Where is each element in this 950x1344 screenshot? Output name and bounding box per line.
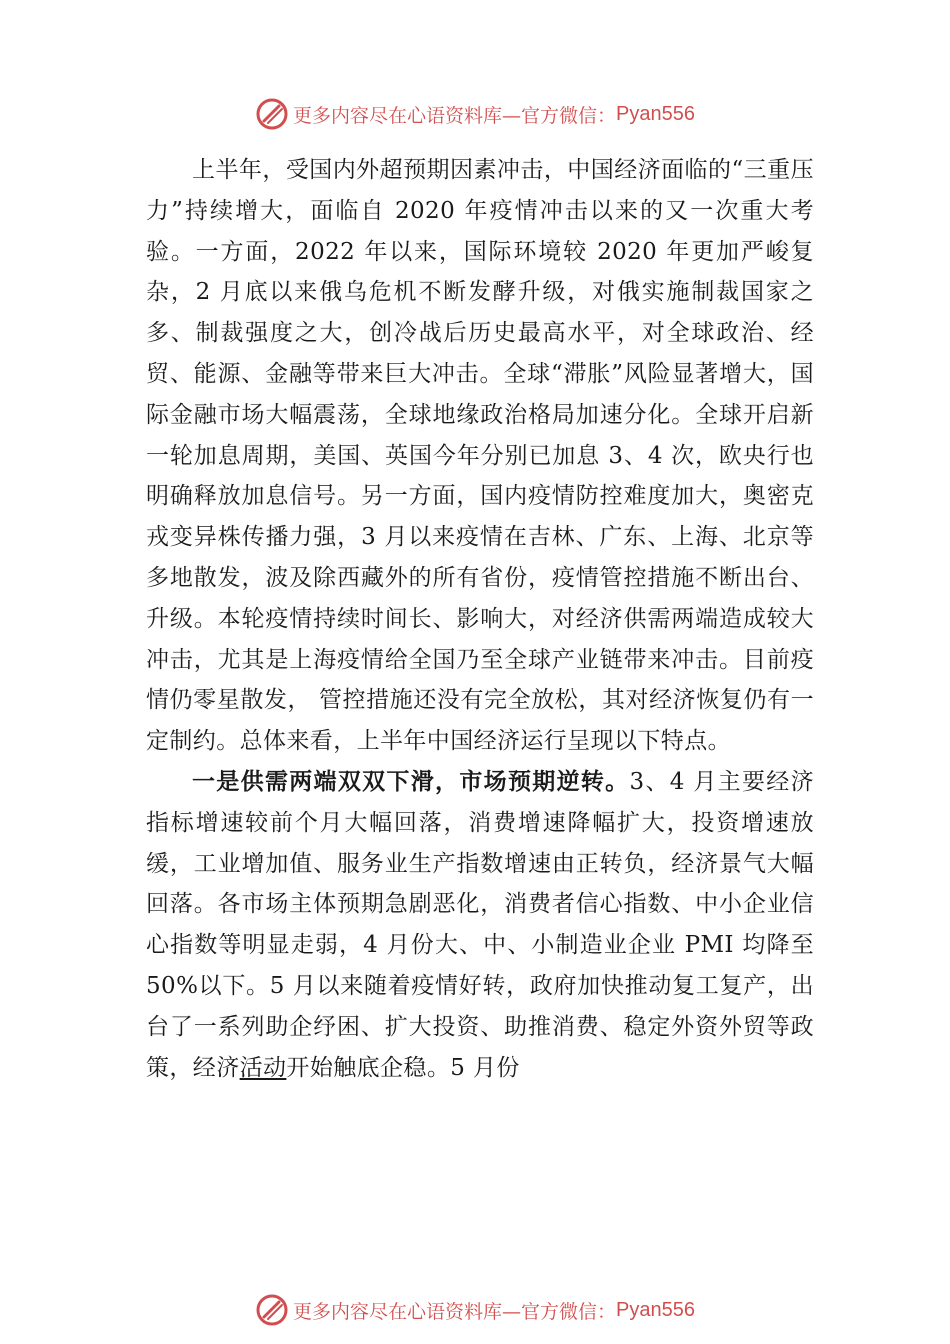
underlined-word: 活动 xyxy=(239,1054,287,1081)
logo-icon xyxy=(255,1293,289,1327)
logo-icon xyxy=(255,97,289,131)
paragraph-2-text-b: 开始触底企稳。5 月份 xyxy=(286,1054,520,1081)
watermark-id: Pyan556 xyxy=(616,102,695,125)
watermark-text: 更多内容尽在心语资料库—官方微信： xyxy=(293,1300,617,1323)
watermark-top xyxy=(0,94,950,134)
watermark-text: 更多内容尽在心语资料库—官方微信： xyxy=(293,104,617,127)
paragraph-2-text-a: 3、4 月主要经济指标增速较前个月大幅回落，消费增速降幅扩大，投资增速放缓，工业增加值、服务业生产指数增速由正转负，经济景气大幅回落。各市场主体预期急剧恶化，消费者信心指数、中小企业信心指数等明显走弱，4 月份大、中、小制造业企业 PMI 均降至 50%以下。5 月以来随着疫情好转，政府加快推动复工复产，出台了一系列助企纾困、扩大投资、助推消费、稳定外资外贸等政策，经济 xyxy=(146,768,814,1081)
watermark-id: Pyan556 xyxy=(616,1298,695,1321)
paragraph-2 xyxy=(146,762,814,1088)
paragraph-2-lead: 一是供需两端双双下滑，市场预期逆转。 xyxy=(192,767,630,795)
watermark-bottom xyxy=(0,1290,950,1330)
document-body xyxy=(146,150,814,1088)
paragraph-1: 上半年，受国内外超预期因素冲击，中国经济面临的“三重压力”持续增大，面临自 2020 年疫情冲击以来的又一次重大考验。一方面，2022 年以来，国际环境较 2020 年更加严峻复杂，2 月底以来俄乌危机不断发酵升级，对俄实施制裁国家之多、制裁强度之大，创冷战后历史最高水平，对全球政治、经贸、能源、金融等带来巨大冲击。全球“滞胀”风险显著增大，国际金融市场大幅震荡，全球地缘政治格局加速分化。全球开启新一轮加息周期，美国、英国今年分别已加息 3、4 次，欧央行也明确释放加息信号。另一方面，国内疫情防控难度加大，奥密克戎变异株传播力强，3 月以来疫情在吉林、广东、上海、北京等多地散发，波及除西藏外的所有省份，疫情管控措施不断出台、升级。本轮疫情持续时间长、影响大，对经济供需两端造成较大冲击，尤其是上海疫情给全国乃至全球产业链带来冲击。目前疫情仍零星散发， 管控措施还没有完全放松，其对经济恢复仍有一定制约。总体来看，上半年中国经济运行呈现以下特点。 xyxy=(146,157,814,755)
